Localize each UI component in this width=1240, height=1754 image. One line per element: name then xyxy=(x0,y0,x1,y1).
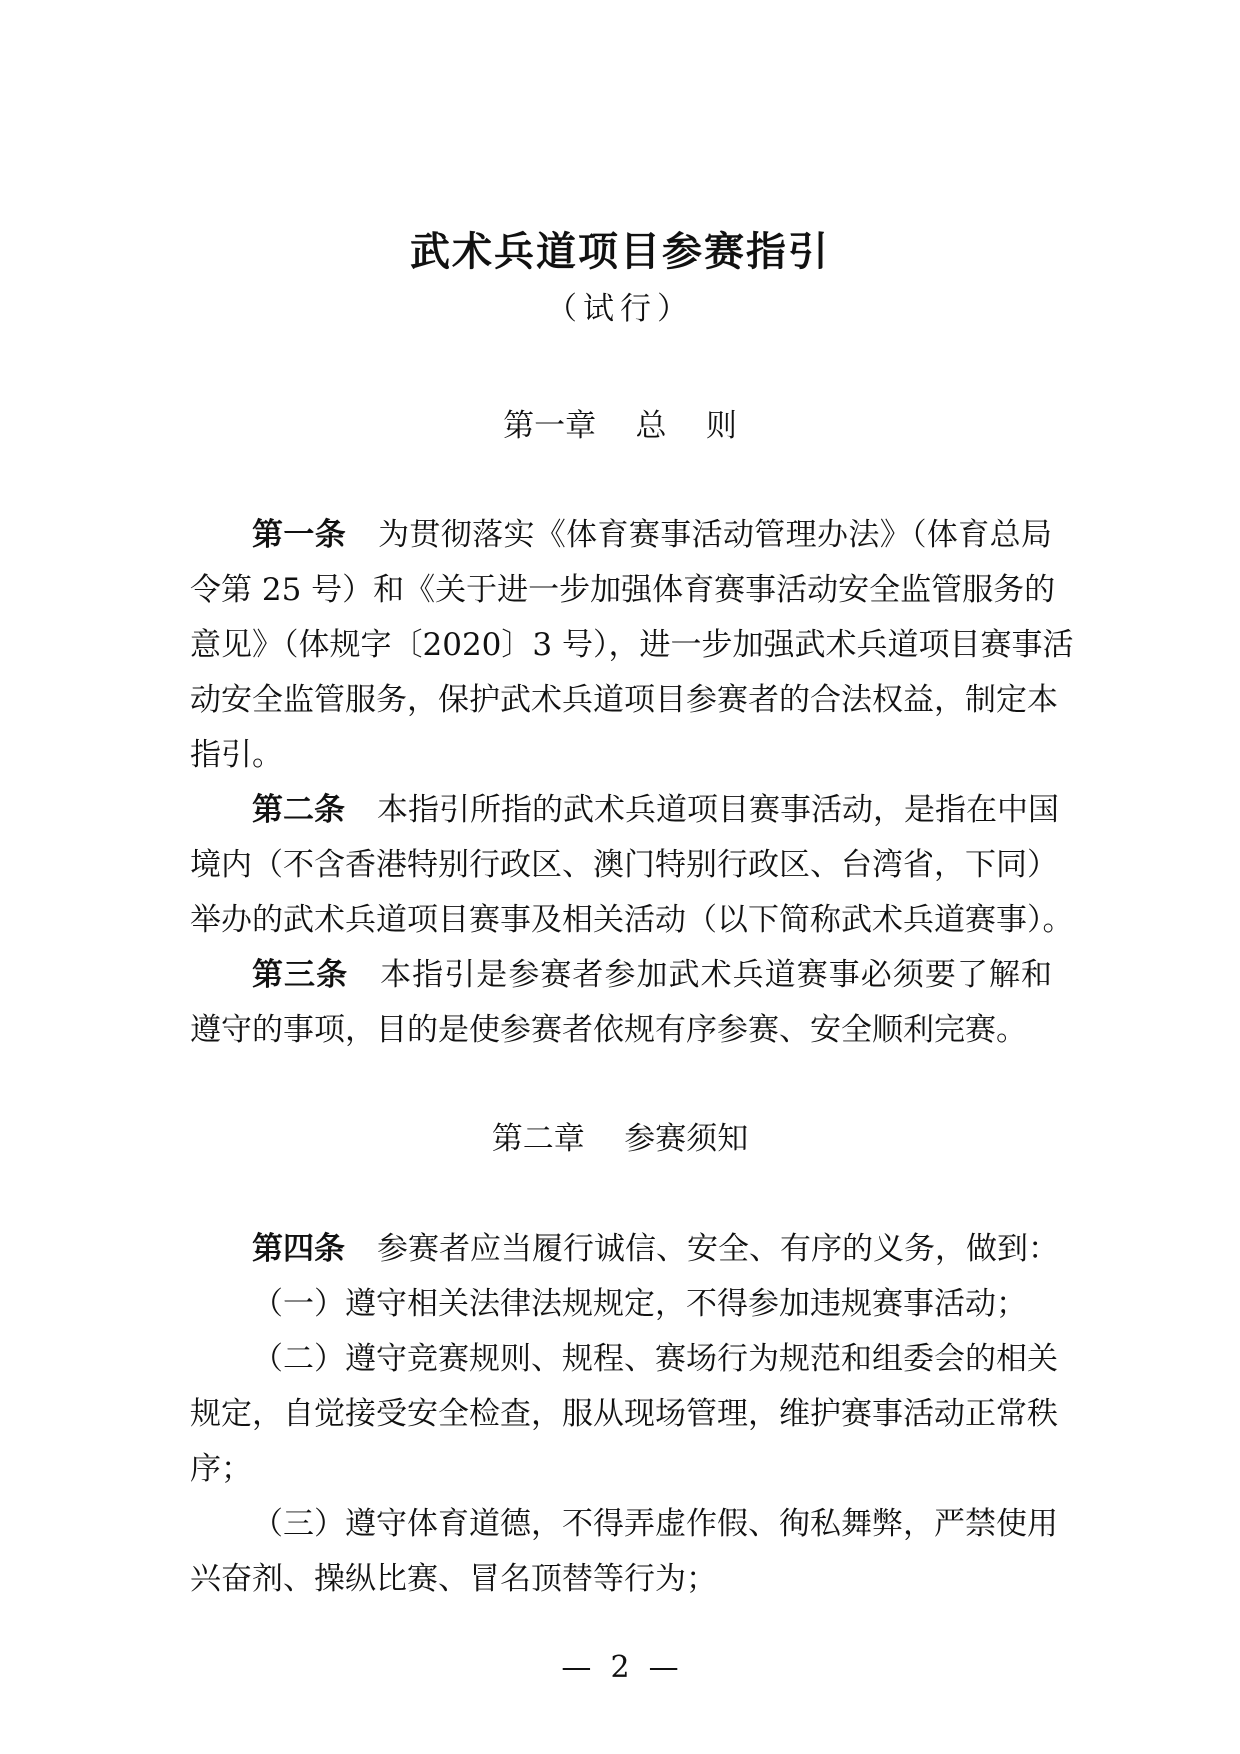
article-4-item-line: （二）遵守竞赛规则、规程、赛场行为规范和组委会的相关 xyxy=(252,1341,1058,1377)
article-4-item-line: 序； xyxy=(190,1451,252,1487)
article-label: 第二条 xyxy=(252,792,345,828)
article-4-item-line: 规定，自觉接受安全检查，服从现场管理，维护赛事活动正常秩 xyxy=(190,1396,1058,1432)
article-2-line: 第二条 本指引所指的武术兵道项目赛事活动，是指在中国 xyxy=(252,792,1059,828)
article-label: 第一条 xyxy=(252,517,347,553)
article-2-line: 举办的武术兵道项目赛事及相关活动（以下简称武术兵道赛事）。 xyxy=(190,902,1074,938)
document-title: 武术兵道项目参赛指引 xyxy=(410,228,830,275)
page-number: — 2 — xyxy=(561,1650,679,1685)
article-1-line: 动安全监管服务，保护武术兵道项目参赛者的合法权益，制定本 xyxy=(190,682,1058,718)
chapter-1-body xyxy=(190,508,1074,1058)
article-4-line: 第四条 参赛者应当履行诚信、安全、有序的义务，做到： xyxy=(252,1231,1059,1267)
article-1-line: 第一条 为贯彻落实《体育赛事活动管理办法》（体育总局 xyxy=(252,517,1052,553)
article-1-line: 意见》（体规字〔2020〕3 号），进一步加强武术兵道项目赛事活 xyxy=(190,627,1074,663)
article-1-line: 指引。 xyxy=(190,737,283,773)
article-4-item-line: （三）遵守体育道德，不得弄虚作假、徇私舞弊，严禁使用 xyxy=(252,1506,1058,1542)
article-3-line: 遵守的事项，目的是使参赛者依规有序参赛、安全顺利完赛。 xyxy=(190,1012,1027,1048)
document-subtitle: （试行） xyxy=(546,291,694,327)
article-label: 第四条 xyxy=(252,1231,345,1267)
article-2-line: 境内（不含香港特别行政区、澳门特别行政区、台湾省，下同） xyxy=(190,847,1058,883)
chapter-2-body xyxy=(190,1222,1059,1607)
article-label: 第三条 xyxy=(252,957,349,993)
article-3-line: 第三条 本指引是参赛者参加武术兵道赛事必须要了解和 xyxy=(252,957,1053,993)
chapter-heading-2: 第二章 参赛须知 xyxy=(491,1121,749,1157)
article-4-item-line: （一）遵守相关法律法规规定，不得参加违规赛事活动； xyxy=(252,1286,1027,1322)
chapter-heading-1: 第一章 总 则 xyxy=(503,408,737,444)
article-1-line: 令第 25 号）和《关于进一步加强体育赛事活动安全监管服务的 xyxy=(190,572,1056,608)
article-4-item-line: 兴奋剂、操纵比赛、冒名顶替等行为； xyxy=(190,1561,717,1597)
